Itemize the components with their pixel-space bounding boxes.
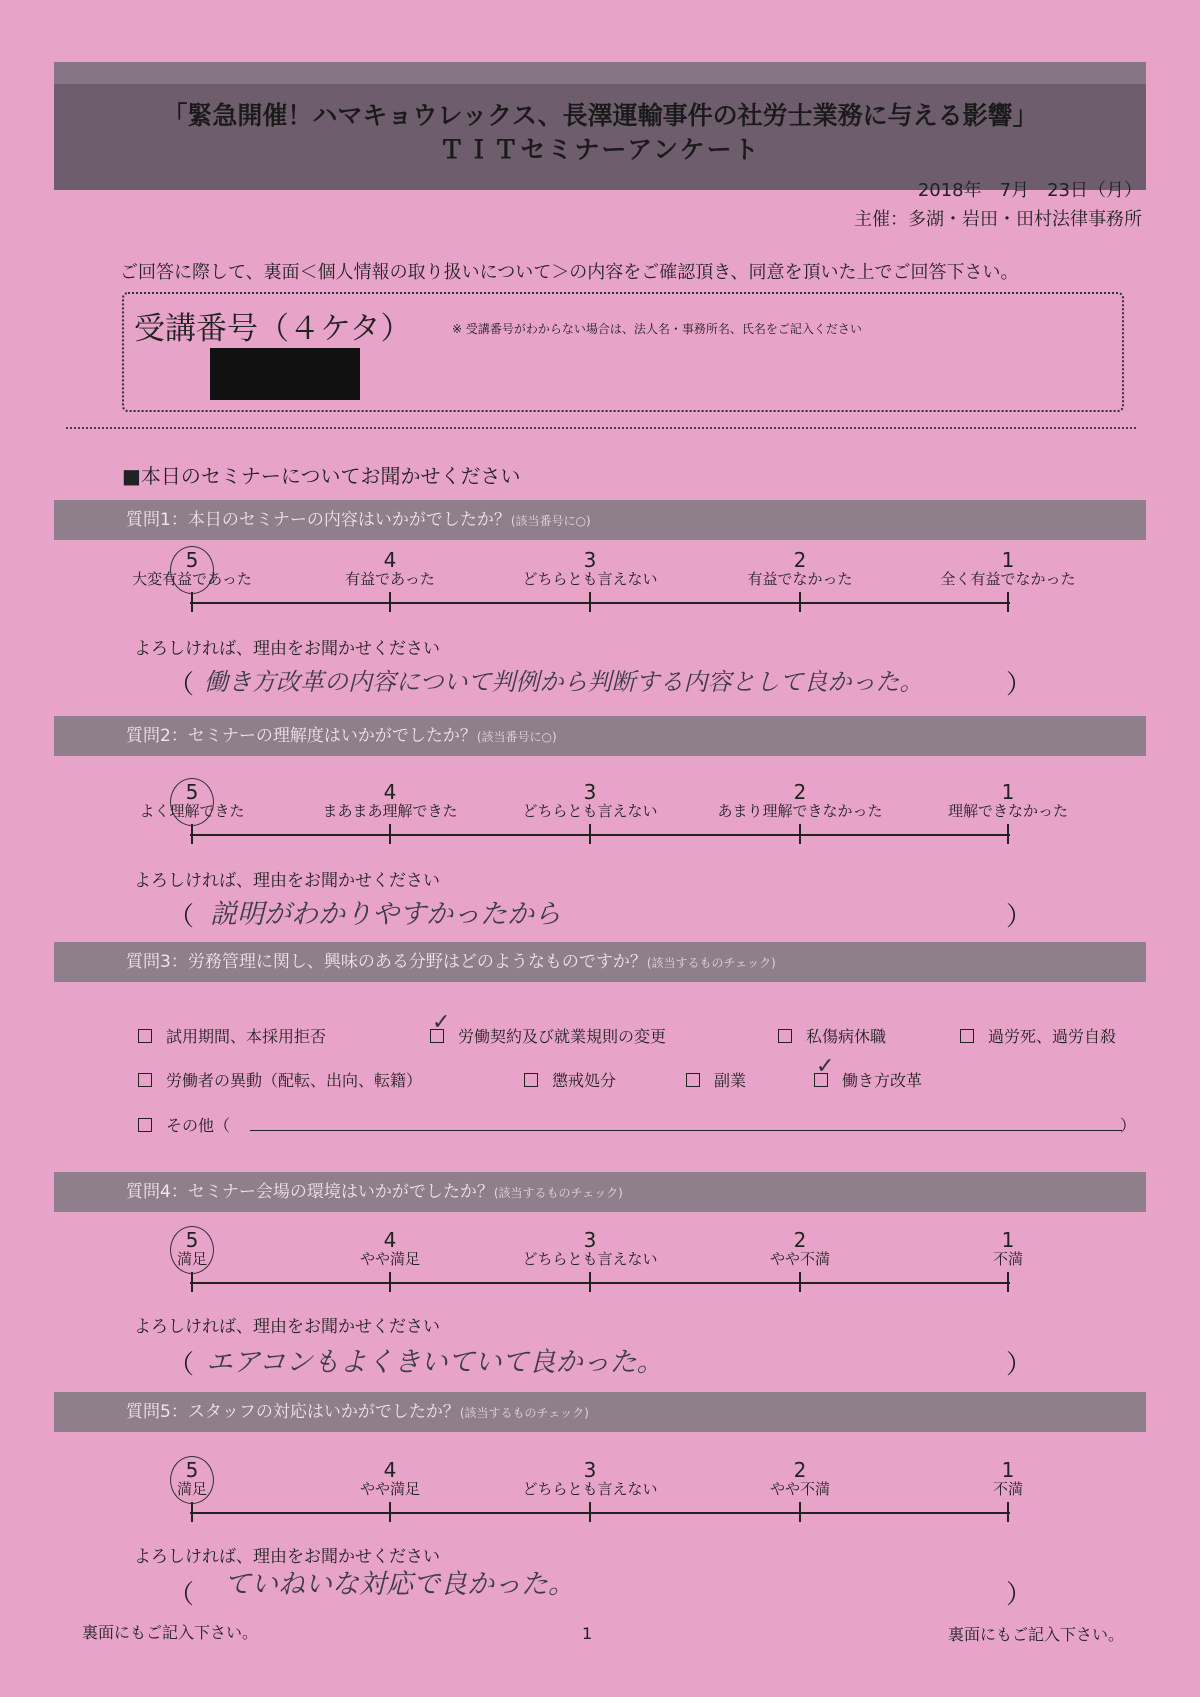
q1-option-label-3: どちらとも言えない (522, 570, 658, 588)
checkbox-box[interactable] (778, 1029, 792, 1043)
attendee-number-label: 受講番号（４ケタ） (134, 311, 412, 347)
q5-tick-5 (191, 1502, 193, 1522)
q2-option-label-2: あまり理解できなかった (717, 802, 883, 820)
q4-scale-line (190, 1282, 1010, 1284)
question-2-paren-close: ） (1006, 902, 1033, 932)
check-mark-icon: ✓ (432, 1010, 451, 1035)
checkbox-option[interactable] (138, 1024, 326, 1047)
question-4-paren-open: （ (168, 1350, 195, 1380)
question-2-hint: (該当番号に○) (476, 730, 557, 744)
page-number: 1 (582, 1624, 593, 1643)
q4-tick-3 (589, 1272, 591, 1292)
question-4-hint: (該当するものチェック) (493, 1186, 623, 1200)
q1-tick-3 (589, 592, 591, 612)
question-5-hint: (該当するものチェック) (459, 1406, 589, 1420)
question-5-paren-close: ） (1006, 1580, 1033, 1610)
q2-option-label-3: どちらとも言えない (522, 802, 658, 820)
q4-option-number-3[interactable]: 3 (583, 1228, 597, 1252)
checkbox-box[interactable] (960, 1029, 974, 1043)
question-1-answer[interactable]: 働き方改革の内容について判例から判断する内容として良かった。 (204, 668, 924, 696)
q2-tick-4 (389, 824, 391, 844)
q1-tick-2 (799, 592, 801, 612)
checkbox-label: 過労死、過労自殺 (988, 1027, 1117, 1046)
q5-tick-1 (1007, 1502, 1009, 1522)
other-input-line[interactable] (250, 1130, 1122, 1131)
checkbox-label: 労働契約及び就業規則の変更 (458, 1027, 667, 1046)
q2-scale-line (190, 834, 1010, 836)
q5-option-number-3[interactable]: 3 (583, 1458, 597, 1482)
q2-option-number-4[interactable]: 4 (383, 780, 397, 804)
q2-tick-5 (191, 824, 193, 844)
q1-tick-1 (1007, 592, 1009, 612)
q1-tick-4 (389, 592, 391, 612)
checkbox-box[interactable] (138, 1029, 152, 1043)
q1-scale-line (190, 602, 1010, 604)
checkbox-option[interactable] (430, 1024, 666, 1047)
q5-scale-line (190, 1512, 1010, 1514)
question-1-paren-open: （ (168, 670, 195, 700)
checkbox-label: 試用期間、本採用拒否 (166, 1027, 327, 1046)
q5-option-number-5[interactable]: 5 (185, 1458, 199, 1482)
q1-option-label-2: 有益でなかった (747, 570, 853, 588)
q2-option-number-3[interactable]: 3 (583, 780, 597, 804)
title-banner-stripe (54, 62, 1146, 84)
checkbox-option[interactable] (960, 1024, 1116, 1047)
q2-option-number-5[interactable]: 5 (185, 780, 199, 804)
q5-option-label-4: やや満足 (359, 1480, 420, 1498)
question-5-title: 質問5：スタッフの対応はいかがでしたか？ (126, 1402, 460, 1422)
checkbox-label: 副業 (714, 1071, 747, 1090)
checkbox-option[interactable] (686, 1068, 746, 1091)
question-1-reason-label: よろしければ、理由をお聞かせください (134, 639, 440, 659)
q5-option-label-2: やや不満 (769, 1480, 830, 1498)
q1-option-number-5[interactable]: 5 (185, 548, 199, 572)
q2-tick-1 (1007, 824, 1009, 844)
separator (66, 427, 1136, 429)
question-4-title: 質問4：セミナー会場の環境はいかがでしたか？ (126, 1182, 494, 1202)
checkbox-label: 私傷病休職 (806, 1027, 887, 1046)
q5-tick-4 (389, 1502, 391, 1522)
footer-note-left: 裏面にもご記入下さい。 (82, 1623, 259, 1642)
question-4-header (54, 1172, 1146, 1212)
q4-selection-circle (170, 1226, 214, 1274)
q5-option-label-1: 不満 (992, 1480, 1023, 1498)
q4-tick-4 (389, 1272, 391, 1292)
question-2-header (54, 716, 1146, 756)
question-5-paren-open: （ (168, 1580, 195, 1610)
q5-tick-3 (589, 1502, 591, 1522)
checkbox-option[interactable] (778, 1024, 886, 1047)
question-2-paren-open: （ (168, 902, 195, 932)
question-5-answer[interactable]: ていねいな対応で良かった。 (224, 1569, 575, 1600)
q1-option-number-4[interactable]: 4 (383, 548, 397, 572)
question-1-paren-close: ） (1006, 670, 1033, 700)
q1-option-number-1[interactable]: 1 (1001, 548, 1015, 572)
question-3-hint: (該当するものチェック) (646, 956, 776, 970)
checkbox-label: 働き方改革 (842, 1071, 923, 1090)
q4-tick-5 (191, 1272, 193, 1292)
organizer: 主催：多湖・岩田・田村法律事務所 (854, 209, 1142, 230)
checkbox-option[interactable] (524, 1068, 616, 1091)
q4-option-number-5[interactable]: 5 (185, 1228, 199, 1252)
q5-option-label-3: どちらとも言えない (522, 1480, 658, 1498)
question-5-header (54, 1392, 1146, 1432)
section-heading: ■本日のセミナーについてお聞かせください (122, 464, 521, 488)
question-1-header (54, 500, 1146, 540)
q4-option-label-2: やや不満 (769, 1250, 830, 1268)
checkbox-label: 労働者の異動（配転、出向、転籍） (166, 1071, 423, 1090)
checkbox-option[interactable] (138, 1068, 422, 1091)
seminar-date: 2018年 7月 23日（月） (917, 180, 1142, 201)
q1-option-label-1: 全く有益でなかった (940, 570, 1076, 588)
checkbox-other-label: その他（ (166, 1116, 231, 1135)
question-2-answer[interactable]: 説明がわかりやすかったから (210, 899, 561, 930)
q2-tick-3 (589, 824, 591, 844)
q1-option-number-2[interactable]: 2 (793, 548, 807, 572)
q5-selection-circle (170, 1456, 214, 1504)
q4-tick-2 (799, 1272, 801, 1292)
question-1-hint: (該当番号に○) (510, 514, 591, 528)
q4-option-label-1: 不満 (992, 1250, 1023, 1268)
q1-option-label-4: 有益であった (345, 570, 435, 588)
question-4-paren-close: ） (1006, 1350, 1033, 1380)
question-5-reason-label: よろしければ、理由をお聞かせください (134, 1547, 440, 1567)
other-paren-close: ） (1120, 1116, 1137, 1135)
q2-option-number-2[interactable]: 2 (793, 780, 807, 804)
redacted-attendee-number (210, 348, 360, 400)
question-2-reason-label: よろしければ、理由をお聞かせください (134, 871, 440, 891)
q4-tick-1 (1007, 1272, 1009, 1292)
q2-option-number-1[interactable]: 1 (1001, 780, 1015, 804)
checkbox-box[interactable] (138, 1118, 152, 1132)
question-4-answer[interactable]: エアコンもよくきいていて良かった。 (206, 1347, 664, 1378)
q1-option-number-3[interactable]: 3 (583, 548, 597, 572)
survey-subtitle: ＴＩＴセミナーアンケート (439, 135, 761, 164)
question-3-title: 質問3：労務管理に関し、興味のある分野はどのようなものですか？ (126, 952, 647, 972)
checkbox-box[interactable] (524, 1073, 538, 1087)
q2-option-label-4: まあまあ理解できた (322, 802, 458, 820)
q2-option-label-1: 理解できなかった (947, 802, 1068, 820)
question-4-reason-label: よろしければ、理由をお聞かせください (134, 1317, 440, 1337)
q1-option-label-5: 大変有益であった (132, 570, 252, 588)
checkbox-other[interactable] (138, 1113, 230, 1136)
consent-notice: ご回答に際して、裏面＜個人情報の取り扱いについて＞の内容をご確認頂き、同意を頂いた上でご回答下さい。 (120, 262, 1019, 283)
q4-option-number-1[interactable]: 1 (1001, 1228, 1015, 1252)
q5-option-number-2[interactable]: 2 (793, 1458, 807, 1482)
check-mark-icon: ✓ (816, 1054, 835, 1079)
question-2-title: 質問2：セミナーの理解度はいかがでしたか？ (126, 726, 477, 746)
q5-option-number-1[interactable]: 1 (1001, 1458, 1015, 1482)
question-1-title: 質問1：本日のセミナーの内容はいかがでしたか？ (126, 510, 511, 530)
attendee-number-note: ※ 受講番号がわからない場合は、法人名・事務所名、氏名をご記入ください (452, 322, 862, 336)
footer-note-right: 裏面にもご記入下さい。 (947, 1625, 1124, 1644)
q4-option-label-5: 満足 (176, 1250, 207, 1268)
q1-tick-5 (191, 592, 193, 612)
q5-option-number-4[interactable]: 4 (383, 1458, 397, 1482)
q5-tick-2 (799, 1502, 801, 1522)
checkbox-box[interactable] (138, 1073, 152, 1087)
q4-option-label-3: どちらとも言えない (522, 1250, 658, 1268)
question-3-header (54, 942, 1146, 982)
q4-option-number-4[interactable]: 4 (383, 1228, 397, 1252)
checkbox-box[interactable] (686, 1073, 700, 1087)
survey-title: 「緊急開催！ハマキョウレックス、長澤運輸事件の社労士業務に与える影響」 (162, 101, 1038, 130)
q4-option-number-2[interactable]: 2 (793, 1228, 807, 1252)
q4-option-label-4: やや満足 (359, 1250, 420, 1268)
q1-selection-circle (170, 546, 214, 594)
q2-tick-2 (799, 824, 801, 844)
q2-selection-circle (170, 778, 214, 826)
q2-option-label-5: よく理解できた (139, 802, 245, 820)
checkbox-label: 懲戒処分 (552, 1071, 617, 1090)
q5-option-label-5: 満足 (176, 1480, 207, 1498)
